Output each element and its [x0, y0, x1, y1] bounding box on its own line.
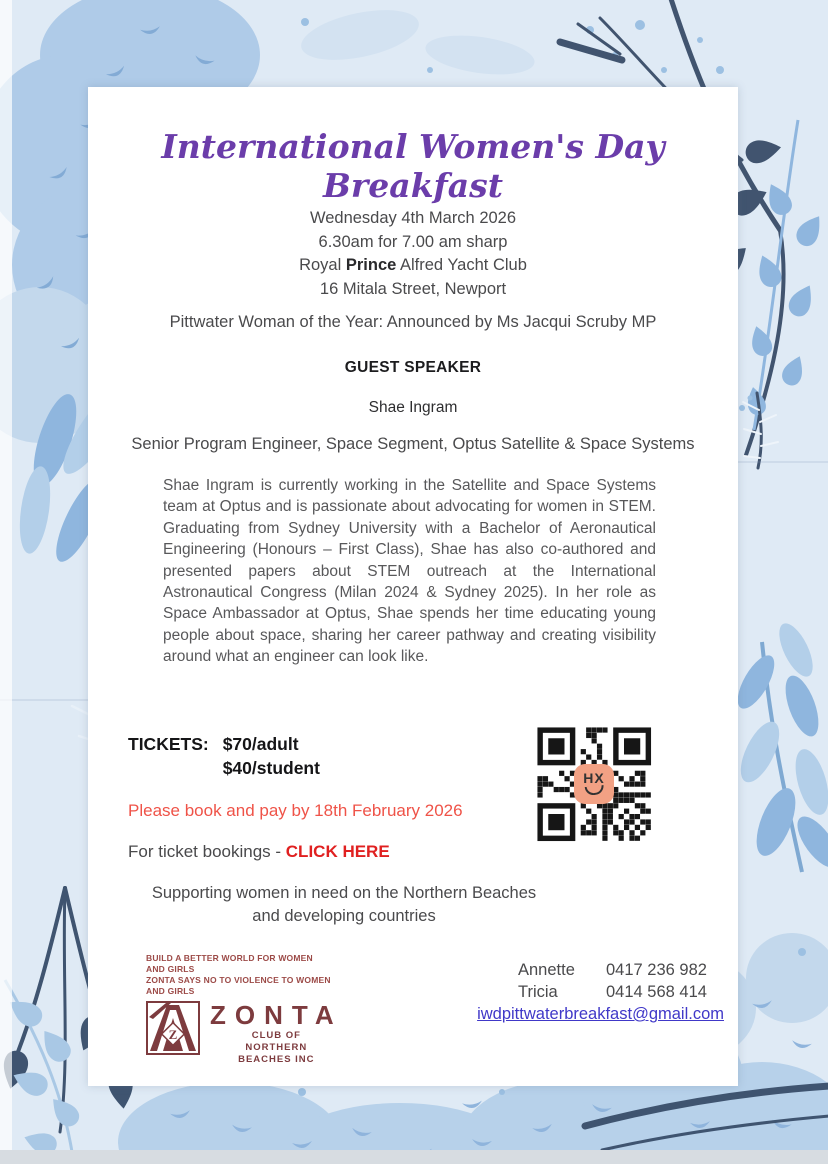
- tickets-label: TICKETS:: [128, 734, 209, 754]
- flyer-title: International Women's Day Breakfast: [161, 127, 665, 205]
- contact-name: Annette: [518, 961, 575, 979]
- zonta-slogan: AND GIRLS: [146, 986, 195, 996]
- event-date: Wednesday 4th March 2026: [309, 209, 517, 227]
- tickets-block: [128, 732, 320, 780]
- booking-deadline: Please book and pay by 18th February 2026: [128, 801, 463, 820]
- flyer-card: [88, 87, 738, 1086]
- zonta-club-line: BEACHES INC: [238, 1054, 315, 1065]
- contacts-block: [477, 959, 724, 1024]
- contact-phone: 0417 236 982: [606, 961, 707, 979]
- speaker-name: Shae Ingram: [368, 399, 458, 416]
- speaker-role: Senior Program Engineer, Space Segment, Optus Satellite & Space Systems: [131, 435, 695, 453]
- pale-fern-top: [297, 1, 537, 80]
- support-statement: Supporting women in need on the Northern Beaches and developing countries: [151, 884, 537, 925]
- smile-icon: [584, 785, 604, 796]
- zonta-slogan: BUILD A BETTER WORLD FOR WOMEN: [146, 953, 313, 963]
- zonta-block: [146, 953, 456, 1065]
- zonta-slogan: AND GIRLS: [146, 964, 195, 974]
- zonta-wordmark: ZONTA: [210, 1000, 343, 1030]
- zonta-club-line: CLUB OF: [251, 1030, 301, 1041]
- zonta-logo-icon: [146, 1001, 200, 1055]
- guest-speaker-heading: GUEST SPEAKER: [344, 359, 482, 376]
- booking-line: For ticket bookings - CLICK HERE: [128, 842, 390, 861]
- contact-name: Tricia: [518, 983, 558, 1001]
- zonta-club-line: NORTHERN: [245, 1042, 308, 1053]
- svg-text:Z: Z: [168, 1027, 178, 1042]
- ticket-price-adult: $70/adult: [222, 734, 299, 754]
- speaker-bio: Shae Ingram is currently working in the Satellite and Space Systems team at Optus and is passionate about advocating for women in STEM. Graduating from Sydney University with a Bachelor of Aeronautical Engineering (Honours – First Class), Shae has also co-authored and presented papers about STEM outreach at the International Astronautical Congress (Milan 2024 & Sydney 2025). In her role as Space Ambassador at Optus, Shae spends her time educating young people about space, sharing her career pathway and creating visibility around what an engineer can look like.: [163, 477, 656, 666]
- zonta-slogan: ZONTA SAYS NO TO VIOLENCE TO WOMEN: [146, 975, 331, 985]
- event-details: [88, 207, 738, 301]
- contact-phone: 0414 568 414: [606, 983, 707, 1001]
- leaf-branch-right: [731, 619, 828, 874]
- email-link[interactable]: iwdpittwaterbreakfast@gmail.com: [477, 1005, 724, 1023]
- event-time: 6.30am for 7.00 am sharp: [318, 232, 508, 251]
- pine-feather-right: [739, 393, 778, 468]
- woman-of-year-line: Pittwater Woman of the Year: Announced by Ms Jacqui Scruby MP: [169, 313, 657, 331]
- event-address: 16 Mitala Street, Newport: [319, 279, 507, 298]
- qr-code: [528, 720, 660, 847]
- click-here-link[interactable]: CLICK HERE: [285, 842, 390, 861]
- ticket-price-student: $40/student: [222, 758, 320, 778]
- humanitix-logo-icon: HX: [574, 764, 614, 804]
- event-venue: Royal Prince Alfred Yacht Club: [299, 256, 527, 274]
